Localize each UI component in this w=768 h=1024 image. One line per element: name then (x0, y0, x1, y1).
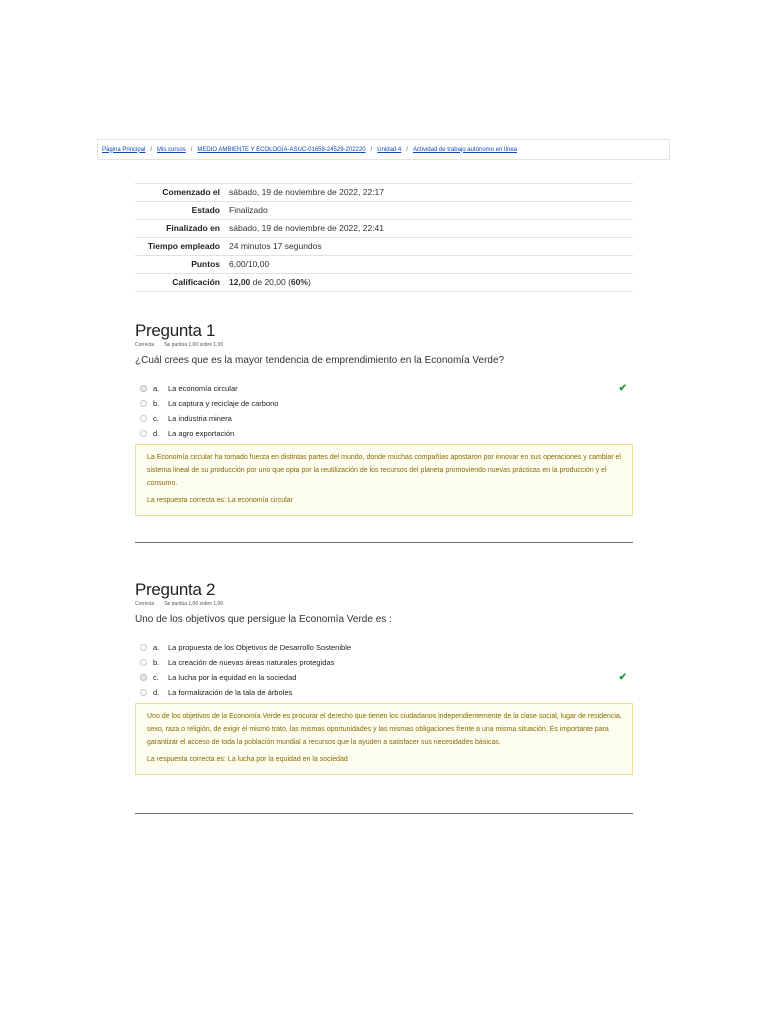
summary-row-points (135, 256, 633, 274)
answer-letter: c. (153, 414, 159, 423)
breadcrumb-separator: / (406, 146, 408, 153)
answer-letter: a. (153, 384, 160, 393)
answer-option-b[interactable] (135, 396, 633, 411)
summary-row-grade (135, 274, 633, 292)
time-value: 24 minutos 17 segundos (229, 241, 322, 251)
finished-label: Finalizado en (166, 223, 220, 233)
question-divider (135, 813, 633, 814)
breadcrumb-unit-link[interactable]: Unidad 4 (377, 146, 402, 153)
answer-letter: b. (153, 658, 160, 667)
question-status: Correcta (135, 601, 155, 607)
grade-close: ) (307, 277, 311, 287)
breadcrumb-activity-link[interactable]: Actividad de trabajo autónomo en línea (412, 146, 518, 153)
answer-option-c[interactable] (135, 411, 633, 426)
question-status: Correcta (135, 342, 155, 348)
question-divider (135, 542, 633, 543)
right-answer-text: La respuesta correcta es: La lucha por la equidad en la sociedad (147, 756, 348, 763)
question-text: ¿Cuál crees que es la mayor tendencia de emprendimiento en la Economía Verde? (135, 355, 505, 366)
answer-text: La lucha por la equidad en la sociedad (168, 673, 297, 682)
answer-letter: b. (153, 399, 160, 408)
question-1 (135, 321, 633, 516)
answer-option-d[interactable] (135, 685, 633, 700)
answer-letter: c. (153, 673, 159, 682)
breadcrumb-course-link[interactable]: MEDIO AMBIENTE Y ECOLOGÍA-ASUC-01658-24529-202220 (197, 146, 366, 153)
grade-percent: 60% (290, 277, 308, 287)
breadcrumb (97, 139, 670, 160)
state-label: Estado (191, 205, 220, 215)
radio-selected-icon[interactable] (140, 674, 147, 681)
feedback-box (135, 444, 633, 516)
question-score: Se puntúa 1,00 sobre 1,00 (164, 601, 224, 607)
attempt-summary-table (135, 183, 633, 292)
answer-text: La captura y reciclaje de carbono (168, 399, 279, 408)
question-meta (135, 342, 633, 349)
breadcrumb-separator: / (190, 146, 193, 153)
grade-max: de 20,00 ( (250, 277, 291, 287)
radio-icon[interactable] (140, 400, 147, 407)
answer-list (135, 381, 633, 441)
answer-option-d[interactable] (135, 426, 633, 441)
answer-text: La economía circular (168, 384, 238, 393)
summary-row-started (135, 184, 633, 202)
answer-option-b[interactable] (135, 655, 633, 670)
feedback-text: La Economía circular ha tomado fuerza en distintas partes del mundo, donde muchas compañías apostaron por innovar en sus operaciones y cambiar el sistema lineal de su producción por uno que opta por la reutilización de los recursos del planeta promoviendo nuevas prácticas en la producción y el consumo. (147, 454, 621, 487)
started-label: Comenzado el (162, 187, 220, 197)
answer-letter: a. (153, 643, 160, 652)
summary-row-state (135, 202, 633, 220)
answer-option-a[interactable] (135, 640, 633, 655)
summary-row-time (135, 238, 633, 256)
grade-label: Calificación (172, 277, 220, 287)
radio-selected-icon[interactable] (140, 385, 147, 392)
answer-option-a[interactable] (135, 381, 633, 396)
breadcrumb-separator: / (370, 146, 373, 153)
breadcrumb-my-courses-link[interactable]: Mis cursos (157, 146, 186, 153)
breadcrumb-home-link[interactable]: Página Principal (102, 146, 146, 153)
question-meta (135, 601, 633, 608)
summary-row-finished (135, 220, 633, 238)
answer-option-c[interactable] (135, 670, 633, 685)
radio-icon[interactable] (140, 430, 147, 437)
grade-value (225, 274, 633, 292)
checkmark-icon: ✔ (618, 672, 627, 683)
answer-letter: d. (153, 429, 160, 438)
answer-text: La propuesta de los Objetivos de Desarrollo Sostenible (168, 643, 352, 652)
feedback-box (135, 703, 633, 775)
question-score: Se puntúa 1,00 sobre 1,00 (164, 342, 224, 348)
state-value: Finalizado (229, 205, 268, 215)
points-value: 6,00/10,00 (229, 259, 270, 269)
answer-text: La agro exportación (168, 429, 235, 438)
answer-text: La industria minera (168, 414, 232, 423)
radio-icon[interactable] (140, 659, 147, 666)
question-title: Pregunta 2 (135, 580, 216, 599)
started-value: sábado, 19 de noviembre de 2022, 22:17 (229, 187, 385, 197)
radio-icon[interactable] (140, 415, 147, 422)
answer-letter: d. (153, 688, 160, 697)
checkmark-icon: ✔ (618, 383, 627, 394)
question-title: Pregunta 1 (135, 321, 216, 340)
points-label: Puntos (191, 259, 220, 269)
finished-value: sábado, 19 de noviembre de 2022, 22:41 (229, 223, 385, 233)
right-answer-text: La respuesta correcta es: La economía circular (147, 497, 293, 504)
answer-list (135, 640, 633, 700)
question-2 (135, 580, 633, 775)
radio-icon[interactable] (140, 689, 147, 696)
question-text: Uno de los objetivos que persigue la Economía Verde es : (135, 614, 392, 625)
answer-text: La formalización de la tala de árboles (168, 688, 293, 697)
breadcrumb-separator: / (150, 146, 153, 153)
feedback-text: Uno de los objetivos de la Economía Verde es procurar el derecho que tienen los ciudadanos independientemente de la clase social, lugar de residencia, sexo, raza o religión, de exigir el mismo trato, las mismas oportunidades y las mismas obligaciones frente a una misma situación. Es importante para garantizar el acceso de toda la población mundial a recursos que la ayuden a satisfacer sus necesidades básicas. (147, 713, 622, 746)
answer-text: La creación de nuevas áreas naturales protegidas (168, 658, 335, 667)
grade-score: 12,00 (229, 277, 251, 287)
time-label: Tiempo empleado (147, 241, 220, 251)
radio-icon[interactable] (140, 644, 147, 651)
